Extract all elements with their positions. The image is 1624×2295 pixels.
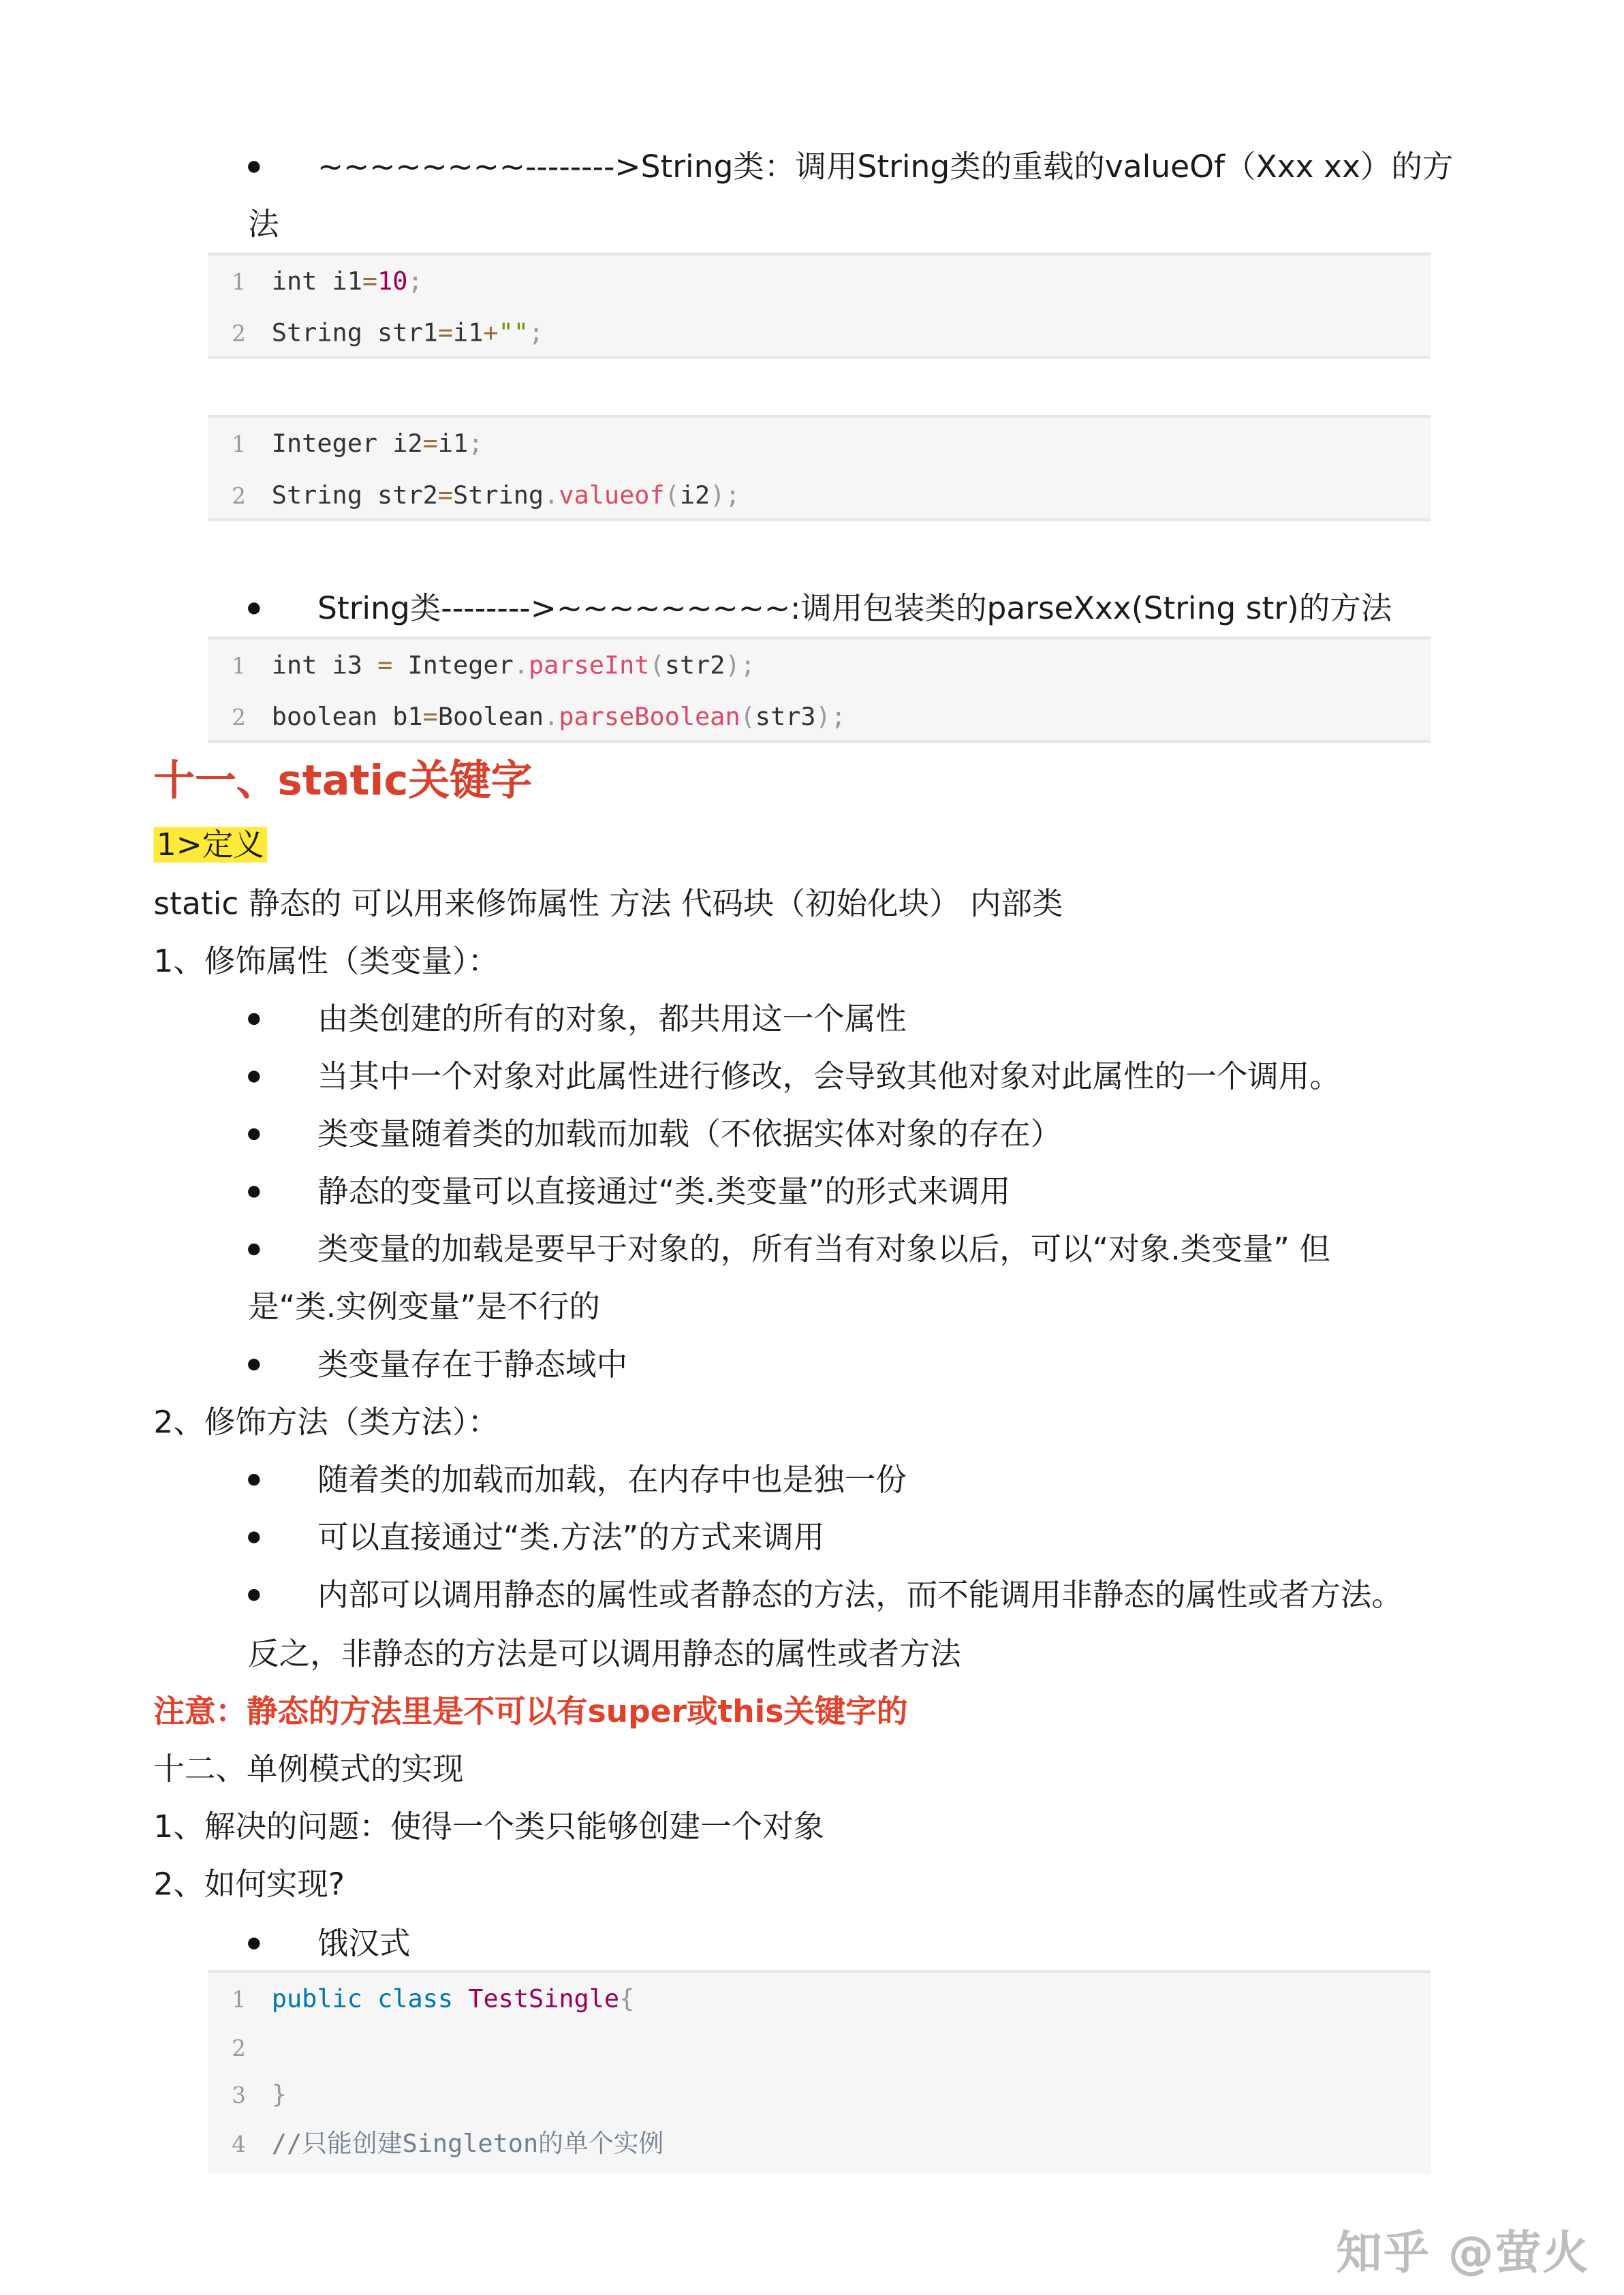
code-token: i1 — [453, 319, 484, 349]
bullet-icon — [248, 1359, 260, 1370]
heading-static: 十一、static关键字 — [153, 756, 533, 805]
code-token: ) — [725, 651, 740, 681]
bullet-icon — [248, 1128, 260, 1140]
code-token: int i3 — [271, 651, 378, 681]
line-number: 1 — [232, 1986, 246, 2014]
list-item: 随着类的加载而加载，在内存中也是独一份 — [317, 1462, 907, 1498]
line-number: 1 — [232, 268, 246, 296]
code-block — [208, 636, 1431, 743]
code-token: } — [271, 2081, 287, 2111]
code-token: 10 — [377, 267, 408, 297]
code-token: String — [453, 481, 544, 511]
section-2-title: 2、修饰方法（类方法）： — [153, 1404, 499, 1441]
list-item: 类变量存在于静态域中 — [317, 1346, 628, 1383]
bullet-icon — [248, 161, 260, 172]
bullet-icon — [248, 602, 260, 614]
bullet-text-cont: 法 — [248, 206, 279, 243]
code-token: ; — [407, 267, 423, 297]
note-text: 注意：静态的方法里是不可以有super或this关键字的 — [153, 1693, 908, 1729]
line-number: 2 — [232, 320, 246, 348]
code-token: boolean b1 — [271, 703, 423, 733]
bullet-text: ~~~~~~~~-------->String类：调用String类的重载的valueOf（Xxx xx）的方 — [317, 149, 1454, 185]
line-number: 1 — [232, 652, 246, 679]
bullet-icon — [248, 1589, 260, 1601]
code-token: str2 — [664, 651, 725, 681]
code-token: ; — [830, 703, 846, 733]
list-item: 静态的变量可以直接通过“类.类变量”的形式来调用 — [317, 1174, 1011, 1210]
code-text — [272, 644, 755, 688]
code-token: Integer — [392, 651, 514, 681]
code-token: valueof — [559, 481, 665, 511]
code-token: String str2 — [271, 481, 438, 511]
code-token: i2 — [679, 481, 710, 511]
code-text — [272, 696, 846, 740]
code-token: str3 — [755, 703, 816, 733]
list-item: 内部可以调用静态的属性或者静态的方法，而不能调用非静态的属性或者方法。 — [317, 1577, 1403, 1613]
code-token: = — [437, 481, 454, 511]
code-text — [272, 311, 544, 356]
code-text — [272, 2074, 287, 2119]
heading-singleton: 十二、单例模式的实现 — [153, 1751, 464, 1787]
code-token: ( — [649, 651, 665, 681]
code-token — [453, 1985, 468, 2014]
line-number: 4 — [232, 2131, 246, 2158]
bullet-icon — [248, 1937, 260, 1949]
code-token: ; — [725, 481, 740, 511]
code-token: Integer i2 — [271, 429, 423, 460]
list-item: 类变量随着类的加载而加载（不依据实体对象的存在） — [317, 1116, 1062, 1152]
list-item: 由类创建的所有的对象，都共用这一个属性 — [317, 1001, 907, 1037]
code-token: = — [362, 267, 378, 297]
line-number: 1 — [232, 431, 246, 458]
bullet-icon — [248, 1071, 260, 1082]
code-token: i1 — [437, 429, 469, 460]
code-token — [362, 1985, 377, 2014]
bullet-icon — [248, 1244, 260, 1255]
code-block — [208, 415, 1431, 521]
list-item: 类变量的加载是要早于对象的，所有当有对象以后，可以“对象.类变量” 但 — [317, 1231, 1330, 1267]
code-token: class — [377, 1984, 454, 2015]
code-token: ) — [710, 481, 725, 511]
bullet-text: String类-------->~~~~~~~~~:调用包装类的parseXxx(String str)的方法 — [317, 590, 1392, 626]
code-token: { — [619, 1984, 635, 2015]
list-item: 饿汉式 — [317, 1926, 411, 1962]
code-token: . — [513, 651, 529, 681]
section-1-title: 1、修饰属性（类变量）： — [153, 943, 499, 979]
code-token: + — [483, 319, 499, 349]
definition-label: 1>定义 — [153, 827, 267, 863]
code-token: ) — [815, 703, 831, 733]
bullet-icon — [248, 1013, 260, 1025]
code-text — [272, 1977, 635, 2022]
line-number: 2 — [232, 704, 246, 731]
code-token: . — [544, 703, 559, 733]
code-token: parseInt — [528, 651, 650, 681]
code-token: Boolean — [437, 703, 544, 733]
code-token: ; — [529, 319, 544, 349]
code-token: parseBoolean — [559, 703, 740, 733]
how-text: 2、如何实现? — [153, 1866, 345, 1903]
code-block — [208, 1970, 1431, 2174]
line-number: 2 — [232, 2034, 246, 2061]
list-item: 当其中一个对象对此属性进行修改，会导致其他对象对此属性的一个调用。 — [317, 1058, 1341, 1094]
code-token: //只能创建Singleton的单个实例 — [271, 2129, 664, 2159]
line-number: 2 — [232, 482, 246, 510]
code-token: TestSingle — [468, 1984, 620, 2015]
code-token: ( — [740, 703, 755, 733]
bullet-icon — [248, 1474, 260, 1485]
line-number: 3 — [232, 2082, 246, 2110]
code-token: public — [271, 1984, 362, 2015]
code-block — [208, 253, 1431, 359]
problem-text: 1、解决的问题：使得一个类只能够创建一个对象 — [153, 1808, 825, 1845]
code-token: "" — [498, 319, 529, 349]
code-text — [272, 422, 484, 467]
code-token: = — [422, 429, 438, 460]
list-item: 可以直接通过“类.方法”的方式来调用 — [317, 1520, 825, 1556]
code-token: = — [437, 319, 454, 349]
bullet-icon — [248, 1186, 260, 1197]
bullet-icon — [248, 1531, 260, 1543]
code-token: ; — [468, 429, 484, 460]
code-token: . — [544, 481, 559, 511]
code-token: = — [377, 651, 393, 681]
intro-text: static 静态的 可以用来修饰属性 方法 代码块（初始化块） 内部类 — [153, 886, 1063, 922]
list-item-cont: 反之，非静态的方法是可以调用静态的属性或者方法 — [248, 1636, 961, 1672]
code-text — [272, 474, 740, 519]
list-item-cont: 是“类.实例变量”是不行的 — [248, 1289, 600, 1325]
watermark: 知乎 @萤火 — [1336, 2227, 1590, 2281]
code-token: ; — [740, 651, 755, 681]
code-text — [272, 260, 423, 304]
code-token: int i1 — [271, 267, 362, 297]
code-text — [272, 2123, 664, 2167]
code-token: ( — [664, 481, 680, 511]
code-token: String str1 — [271, 319, 438, 349]
code-token: = — [422, 703, 438, 733]
